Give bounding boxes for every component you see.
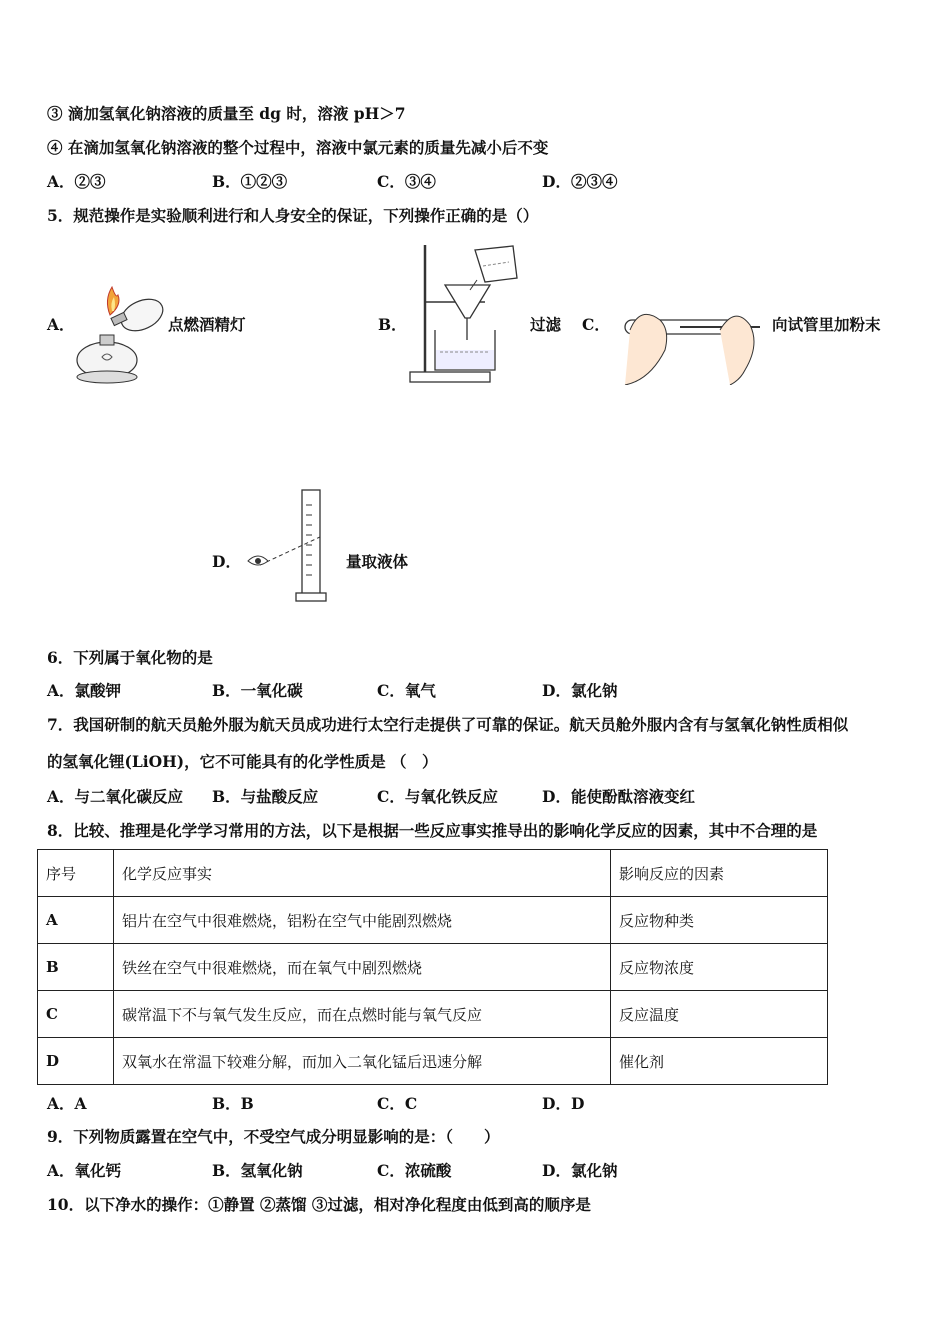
row-fact: 铁丝在空气中很难燃烧，而在氧气中剧烈燃烧 (114, 944, 611, 991)
row-label: D (38, 1038, 114, 1085)
q7-stem-line-2: 的氢氧化锂(LiOH)，它不可能具有的化学性质是 （ ） (47, 752, 438, 771)
table-row (38, 897, 828, 944)
q8-option-c: C．C (377, 1094, 418, 1113)
q8-option-a: A．A (47, 1094, 87, 1113)
table-row (38, 1038, 828, 1085)
q5-d-text: 量取液体 (346, 552, 409, 571)
q7-option-d: D．能使酚酞溶液变红 (542, 787, 695, 806)
q5-stem: 5．规范操作是实验顺利进行和人身安全的保证，下列操作正确的是（） (47, 206, 539, 225)
row-factor: 反应温度 (611, 991, 828, 1038)
table-header-row (38, 850, 828, 897)
q9-option-d: D．氯化钠 (542, 1161, 618, 1180)
q4-statement-3: ③ 滴加氢氧化钠溶液的质量至 dg 时，溶液 pH＞7 (47, 104, 406, 123)
q6-stem: 6．下列属于氧化物的是 (47, 648, 213, 667)
q8-option-b: B．B (212, 1094, 254, 1113)
q8-stem: 8．比较、推理是化学学习常用的方法，以下是根据一些反应事实推导出的影响化学反应的因素，其中不合理的是 (47, 821, 818, 840)
row-factor: 反应物浓度 (611, 944, 828, 991)
q5-a-text: 点燃酒精灯 (168, 315, 246, 334)
q8-table (37, 849, 828, 1085)
test-tube-powder-figure (610, 300, 770, 385)
row-factor: 反应物种类 (611, 897, 828, 944)
alcohol-lamp-figure (72, 285, 172, 390)
q10-stem: 10．以下净水的操作：①静置 ②蒸馏 ③过滤，相对净化程度由低到高的顺序是 (47, 1195, 591, 1214)
q9-option-b: B．氢氧化钠 (212, 1161, 303, 1180)
q9-stem: 9．下列物质露置在空气中，不受空气成分明显影响的是：（ ） (47, 1127, 500, 1146)
row-factor: 催化剂 (611, 1038, 828, 1085)
header-cell: 化学反应事实 (114, 850, 611, 897)
row-label: B (38, 944, 114, 991)
graduated-cylinder-figure (240, 485, 340, 605)
row-fact: 铝片在空气中很难燃烧，铝粉在空气中能剧烈燃烧 (114, 897, 611, 944)
q5-c-text: 向试管里加粉末 (772, 315, 881, 334)
q7-option-b: B．与盐酸反应 (212, 787, 319, 806)
q6-option-c: C．氧气 (377, 681, 436, 700)
q8-option-d: D．D (542, 1094, 585, 1113)
q6-option-a: A．氯酸钾 (47, 681, 122, 700)
q5-b-letter: B． (378, 315, 407, 334)
q4-option-b: B．①②③ (212, 172, 288, 191)
q4-statement-4: ④ 在滴加氢氧化钠溶液的整个过程中，溶液中氯元素的质量先减小后不变 (47, 138, 549, 157)
row-label: C (38, 991, 114, 1038)
q6-option-b: B．一氧化碳 (212, 681, 303, 700)
q5-c-letter: C． (582, 315, 610, 334)
q5-a-letter: A． (47, 315, 75, 334)
header-cell: 序号 (38, 850, 114, 897)
row-fact: 双氧水在常温下较难分解，而加入二氧化锰后迅速分解 (114, 1038, 611, 1085)
table-row (38, 944, 828, 991)
table-row (38, 991, 828, 1038)
q6-option-d: D．氯化钠 (542, 681, 618, 700)
q7-stem-line-1: 7．我国研制的航天员舱外服为航天员成功进行太空行走提供了可靠的保证。航天员舱外服内含有与氢氧化钠性质相似 (47, 715, 849, 734)
q7-option-c: C．与氧化铁反应 (377, 787, 498, 806)
header-cell: 影响反应的因素 (611, 850, 828, 897)
q4-option-d: D．②③④ (542, 172, 618, 191)
q5-d-letter: D． (212, 552, 241, 571)
q4-option-a: A．②③ (47, 172, 106, 191)
q9-option-a: A．氧化钙 (47, 1161, 122, 1180)
row-fact: 碳常温下不与氧气发生反应，而在点燃时能与氧气反应 (114, 991, 611, 1038)
q4-option-c: C．③④ (377, 172, 436, 191)
q7-option-a: A．与二氧化碳反应 (47, 787, 184, 806)
q9-option-c: C．浓硫酸 (377, 1161, 452, 1180)
filtration-figure (405, 240, 530, 385)
row-label: A (38, 897, 114, 944)
q5-b-text: 过滤 (530, 315, 562, 334)
